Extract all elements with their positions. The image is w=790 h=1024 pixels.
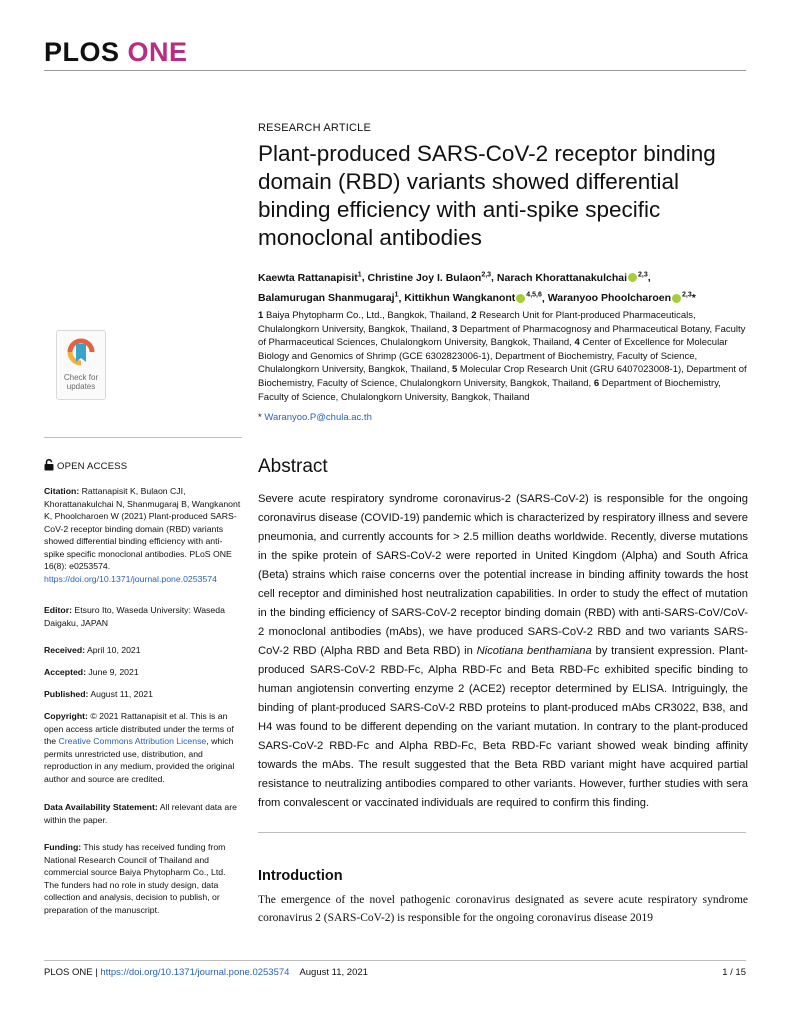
author[interactable]: Christine Joy I. Bulaon$^{2,3}$ (367, 271, 492, 284)
abstract-body: Severe acute respiratory syndrome coronavirus-2 (SARS-CoV-2) is responsible for the ongoing coronavirus disease (COVID-19) pandemic which is characterized by respiratory illness and severe pneumonia, and currently accounts for > 2.5 million deaths worldwide. Recently, diverse mutations in the spike protein of SARS-CoV-2 were reported in United Kingdom (Alpha) and South Africa (Beta) strains which raise concerns over the potential increase in binding affinity towards the host cell receptor and diminished host neutralization capabilities. In order to study the effect of mutation in the binding efficiency of SARS-CoV-2 receptor binding domain (RBD) with anti-SARS-CoV/CoV-2 monoclonal antibodies (mAbs), we have produced SARS-CoV-2 RBD and two variants SARS-CoV-2 RBD (Alpha RBD and Beta RBD) in Nicotiana benthamiana by transient expression. Plant-produced SARS-CoV-2 RBD-Fc, Alpha RBD-Fc and Beta RBD-Fc exhibited specific binding to human angiotensin converting enzyme 2 (ACE2) receptor determined by ELISA. Intriguingly, the binding of plant-produced SARS-CoV-2 RBD proteins to plant-produced mAbs CR3022, B38, and H4 was found to be different depending on the variant mutation. In contrary to the plant-produced SARS-CoV-2 RBD-Fc and Alpha RBD-Fc, Beta RBD-Fc variant showed weak binding affinity towards the mAbs. The result suggested that the Beta RBD variant might have acquired partial resistance to neutralizing antibodies compared to other variants. However, further studies with sera from convalescent or vaccinated individuals are required to confirm this finding. (258, 493, 749, 809)
page-number: 1 / 15 (722, 967, 746, 978)
editor-block: Editor: Etsuro Ito, Waseda University: Waseda Daigaku, JAPAN (44, 605, 225, 628)
author[interactable]: Kaewta Rattanapisit$^1$ (258, 271, 362, 284)
abstract-divider (258, 832, 746, 833)
footer-doi-link[interactable]: https://doi.org/10.1371/journal.pone.0253574 (100, 967, 290, 978)
page-footer: PLOS ONE | https://doi.org/10.1371/journal.pone.0253574 August 11, 2021 (44, 967, 368, 978)
author[interactable]: Waranyoo Phoolcharoen $^{2,3}$* (547, 291, 696, 304)
citation-doi-link[interactable]: https://doi.org/10.1371/journal.pone.0253574 (44, 573, 217, 584)
article-type: RESEARCH ARTICLE (258, 122, 372, 134)
footer-date: August 11, 2021 (299, 967, 368, 978)
article-title: Plant-produced SARS-CoV-2 receptor binding domain (RBD) variants showed differential binding efficiency with anti-spike specific monoclonal antibodies (258, 141, 716, 250)
check-for-updates-badge[interactable] (56, 330, 106, 400)
abstract-heading: Abstract (258, 456, 328, 477)
orcid-icon[interactable] (672, 294, 681, 303)
accepted-date: Accepted: June 9, 2021 (44, 667, 139, 677)
license-link[interactable]: Creative Commons Attribution License (58, 736, 207, 746)
orcid-icon[interactable] (628, 273, 637, 282)
journal-logo (44, 37, 188, 68)
data-availability-block: Data Availability Statement: All relevant data are within the paper. (44, 802, 237, 825)
published-date: Published: August 11, 2021 (44, 689, 153, 699)
species-name: Nicotiana benthamiana (476, 645, 592, 657)
logo-one: ONE (127, 37, 188, 67)
orcid-icon[interactable] (516, 294, 525, 303)
author[interactable]: Narach Khorattanakulchai $^{2,3}$ (496, 271, 648, 284)
corresponding-marker: * (691, 292, 696, 304)
logo-plos: PLOS (44, 37, 120, 67)
funding-block: Funding: This study has received funding from National Research Council of Thailand and commercial source Baiya Phytopharm Co., Ltd. The funders had no role in study design, data collection and analysis, decision to publish, or preparation of the manuscript. (44, 842, 226, 915)
sidebar-divider (44, 437, 242, 438)
author[interactable]: Balamurugan Shanmugaraj$^1$ (258, 291, 399, 304)
introduction-body: The emergence of the novel pathogenic coronavirus designated as severe acute respiratory syndrome coronavirus 2 (SARS-CoV-2) is responsible for the ongoing coronavirus disease 2019 (258, 894, 748, 924)
affiliations: 1 Baiya Phytopharm Co., Ltd., Bangkok, Thailand, 2 Research Unit for Plant-produced Pharmaceuticals, Chulalongkorn University, Bangkok, Thailand, 3 Department of Pharmacognosy and Pharmaceutical Botany, Faculty of Pharmaceutical Sciences, Chulalongkorn University, Bangkok, Thailand, 4 Center of Excellence for Molecular Biology and Genomics of Shrimp (GCE 6302823006-1), Department of Biochemistry, Faculty of Science, Chulalongkorn University, Bangkok, Thailand, 5 Molecular Crop Research Unit (GRU 6407023008-1), Department of Biochemistry, Faculty of Science, Chulalongkorn University, Bangkok, Thailand, 6 Department of Biochemistry, Faculty of Science, Chulalongkorn University, Bangkok, Thailand (258, 310, 747, 403)
open-access-label: OPEN ACCESS (44, 459, 127, 472)
copyright-block: Copyright: © 2021 Rattanapisit et al. This is an open access article distributed under the terms of the Creative Commons Attribution License, which permits unrestricted use, distribution, and reproduction in any medium, provided the original author and source are credited. (44, 711, 235, 784)
header-divider (44, 70, 746, 71)
author-list: Kaewta Rattanapisit$^1$, Christine Joy I. Bulaon$^{2,3}$, Narach Khorattanakulchai $^{2,3}$, Balamurugan Shanmugaraj$^1$, Kittikhun Wangkanont $^{4,5,6}$, Waranyoo Phoolcharoen $^{2,3}$* (258, 271, 696, 304)
introduction-heading: Introduction (258, 868, 343, 884)
author[interactable]: Kittikhun Wangkanont $^{4,5,6}$ (404, 291, 542, 304)
footer-divider (44, 960, 746, 961)
corresponding-email: * Waranyoo.P@chula.ac.th (258, 412, 372, 423)
check-updates-icon (66, 336, 96, 370)
email-link[interactable]: Waranyoo.P@chula.ac.th (264, 412, 372, 423)
open-lock-icon (44, 459, 54, 471)
check-updates-label: Check for updates (63, 373, 99, 391)
citation-block: Citation: Rattanapisit K, Bulaon CJI, Khorattanakulchai N, Shanmugaraj B, Wangkanont K, Phoolcharoen W (2021) Plant-produced SARS-CoV-2 receptor binding domain (RBD) variants showed differential binding efficiency with anti-spike specific monoclonal antibodies. PLoS ONE 16(8): e0253574. https://doi.org/10.1371/journal.pone.0253574 (44, 486, 241, 584)
received-date: Received: April 10, 2021 (44, 645, 141, 655)
